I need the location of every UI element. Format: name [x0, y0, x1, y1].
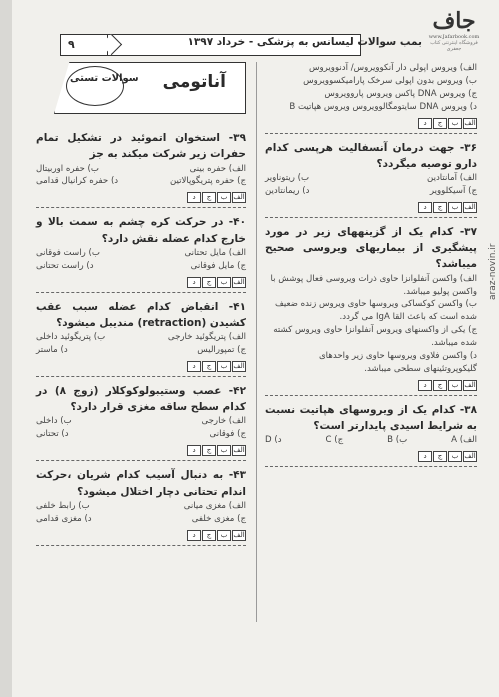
q38-option-b: ب) B — [387, 435, 408, 446]
q41-option-c: ج) تمپورالیس — [197, 345, 246, 356]
q41-option-b: ب) پتریگوئید داخلی — [36, 332, 106, 343]
section-subtitle: سوالات تستی — [70, 73, 139, 84]
answer-boxes — [265, 380, 477, 391]
answer-box[interactable]: ج — [433, 380, 447, 391]
divider — [265, 466, 477, 467]
answer-box[interactable]: ج — [202, 192, 216, 203]
q39-option-d: د) حفره کرانیال قدامی — [36, 176, 119, 187]
answer-box[interactable]: ج — [202, 277, 216, 288]
answer-box[interactable]: د — [418, 202, 432, 213]
q37-option-b: ب) واکسن کوکساکی ویروسها حاوی ویروس زنده ضعیف شده است که باعث القا IgA می گردد. — [275, 299, 477, 323]
answer-box[interactable]: ج — [202, 530, 216, 541]
q37-option-d: د) واکسن فلاوی ویروسها حاوی زیر واحدهای گلیکوپروتئینهای سطحی میباشد. — [318, 351, 477, 374]
answer-boxes — [265, 451, 477, 462]
answer-boxes — [36, 530, 246, 541]
answer-box[interactable]: ب — [217, 445, 231, 456]
q38-option-a: الف) A — [451, 435, 477, 446]
q37-option-a: الف) واکسن آنفلوانزا حاوی ذرات ویروسی فعال پوشش با واکسن پولیو میباشد. — [270, 273, 477, 297]
q36-option-b: ب) ریتوناویر — [265, 173, 310, 184]
answer-box[interactable]: د — [418, 380, 432, 391]
answer-box[interactable]: ب — [448, 202, 462, 213]
q35-option-d: د) ویروس DNA سایتومگالوویروس ویروس هپاتیت B — [289, 101, 477, 112]
answer-box[interactable]: د — [187, 277, 201, 288]
question-38: ۳۸- کدام یک از ویروسهای هپاتیت نسبت به شرایط اسیدی پایدارتر است؟ — [265, 403, 477, 433]
answer-box[interactable]: ب — [217, 530, 231, 541]
column-divider — [256, 62, 257, 622]
answer-box[interactable]: الف — [233, 193, 245, 202]
answer-box[interactable]: ب — [217, 192, 231, 203]
q35-option-b: ب) ویروس بدون اپولی سرخک پارامیکسوویروس — [303, 75, 477, 86]
q43-option-c: ج) مغزی خلفی — [191, 513, 246, 524]
answer-box[interactable]: الف — [464, 118, 476, 127]
q43-option-a: الف) مغزی میانی — [183, 500, 246, 511]
q35-option-a: الف) ویروس اپولی دار آنکوویروس/ آدنوویروس — [309, 63, 477, 73]
question-43: ۴۳- به دنبال آسیب کدام شریان ،حرکت اندام تحتانی دچار اختلال میشود؟ — [36, 469, 246, 498]
page-header-title: بمب سوالات لیسانس به پزشکی - خرداد ۱۳۹۷ — [187, 36, 422, 48]
answer-box[interactable]: الف — [233, 530, 245, 539]
publisher-logo — [424, 8, 484, 52]
q43-option-d: د) مغزی قدامی — [36, 513, 92, 524]
divider — [36, 545, 246, 546]
q36-option-c: ج) آسیکلوویر — [429, 185, 477, 196]
question-37: ۳۷- کدام یک از گزینههای زیر در مورد پیشگیری از بیماریهای ویروسی صحیح میباشد؟ — [265, 225, 477, 271]
section-title: آناتومی — [162, 72, 226, 92]
answer-box[interactable]: د — [418, 451, 432, 462]
divider — [265, 217, 477, 218]
answer-boxes — [36, 445, 246, 456]
answer-box[interactable]: ج — [433, 451, 447, 462]
answer-box[interactable]: ب — [448, 380, 462, 391]
divider — [36, 376, 246, 377]
answer-box[interactable]: الف — [464, 452, 476, 461]
question-41: ۴۱- انقباض کدام عضله سبب عقب کشیدن (retraction) مندیبل میشود؟ — [36, 300, 246, 329]
answer-box[interactable]: الف — [233, 277, 245, 286]
q39-option-a: الف) حفره بینی — [189, 163, 246, 174]
answer-box[interactable]: ب — [448, 118, 462, 129]
answer-box[interactable]: ب — [217, 277, 231, 288]
answer-box[interactable]: ج — [433, 202, 447, 213]
q40-option-c: ج) مایل فوقانی — [190, 260, 246, 271]
q42-option-d: د) تحتانی — [36, 429, 69, 440]
answer-boxes — [265, 118, 477, 129]
page-number: ۹ — [68, 38, 75, 51]
q42-option-a: الف) خارجی — [201, 416, 246, 427]
q41-option-d: د) ماستر — [36, 345, 68, 356]
answer-box[interactable]: ج — [202, 445, 216, 456]
q40-option-b: ب) راست فوقانی — [36, 247, 100, 258]
answer-box[interactable]: ب — [217, 361, 231, 372]
answer-box[interactable]: ب — [448, 451, 462, 462]
logo-url: www.Jafarbook.com — [428, 34, 480, 40]
answer-box[interactable]: الف — [233, 446, 245, 455]
q38-option-c: ج) C — [325, 435, 344, 446]
answer-box[interactable]: د — [418, 118, 432, 129]
answer-box[interactable]: د — [187, 445, 201, 456]
q40-option-a: الف) مایل تحتانی — [184, 247, 246, 258]
section-badge — [36, 62, 246, 124]
left-column — [36, 62, 246, 548]
divider — [265, 395, 477, 396]
divider — [36, 460, 246, 461]
q42-option-c: ج) فوقانی — [209, 429, 246, 440]
divider — [265, 133, 477, 134]
question-40: ۴۰- در حرکت کره چشم به سمت بالا و خارج کدام عضله نقش دارد؟ — [36, 216, 246, 245]
question-39: ۳۹- استخوان اتموئید در تشکیل تمام حفرات زیر شرکت میکند به جز — [36, 132, 246, 161]
question-36: ۳۶- جهت درمان آنسفالیت هرپسی کدام دارو توصیه میگردد؟ — [265, 141, 477, 170]
q39-option-c: ج) حفره پتریگوپالاتین — [169, 176, 246, 187]
answer-box[interactable]: ج — [433, 118, 447, 129]
q37-option-c: ج) یکی از واکسنهای ویروس آنفلوانزا حاوی ویروس کشته شده میباشد. — [273, 325, 477, 349]
q36-option-a: الف) آمانتادین — [427, 173, 477, 184]
answer-box[interactable]: د — [187, 530, 201, 541]
answer-boxes — [36, 192, 246, 203]
answer-box[interactable]: الف — [233, 361, 245, 370]
side-watermark-url: araz-novin.ir — [488, 243, 498, 300]
answer-box[interactable]: الف — [464, 202, 476, 211]
q38-option-d: د) D — [265, 435, 282, 446]
answer-box[interactable]: د — [187, 192, 201, 203]
q41-option-a: الف) پتریگوئید خارجی — [167, 332, 246, 343]
answer-boxes — [36, 361, 246, 372]
answer-box[interactable]: الف — [464, 380, 476, 389]
question-42: ۴۲- عصب وستیبولوکوکلار (زوج ۸) در کدام سطح ساقه مغزی قرار دارد؟ — [36, 384, 246, 414]
answer-boxes — [36, 277, 246, 288]
q39-option-b: ب) حفره اوربیتال — [36, 163, 99, 174]
answer-box[interactable]: ج — [202, 361, 216, 372]
divider — [36, 292, 246, 293]
q43-option-b: ب) رابط خلفی — [36, 500, 90, 511]
q40-option-d: د) راست تحتانی — [36, 260, 94, 271]
q42-option-b: ب) داخلی — [36, 416, 72, 427]
divider — [36, 207, 246, 208]
right-column — [265, 62, 477, 469]
logo-tagline: فروشگاه اینترنتی کتاب جعفری — [430, 40, 478, 52]
exam-page — [12, 0, 499, 697]
answer-boxes — [265, 202, 477, 213]
logo-mark: جاف — [432, 8, 476, 34]
answer-box[interactable]: د — [187, 361, 201, 372]
q36-option-d: د) ریمانتادین — [265, 185, 310, 196]
q35-option-c: ج) ویروس DNA پاکس ویروس پاروویروس — [324, 88, 477, 99]
